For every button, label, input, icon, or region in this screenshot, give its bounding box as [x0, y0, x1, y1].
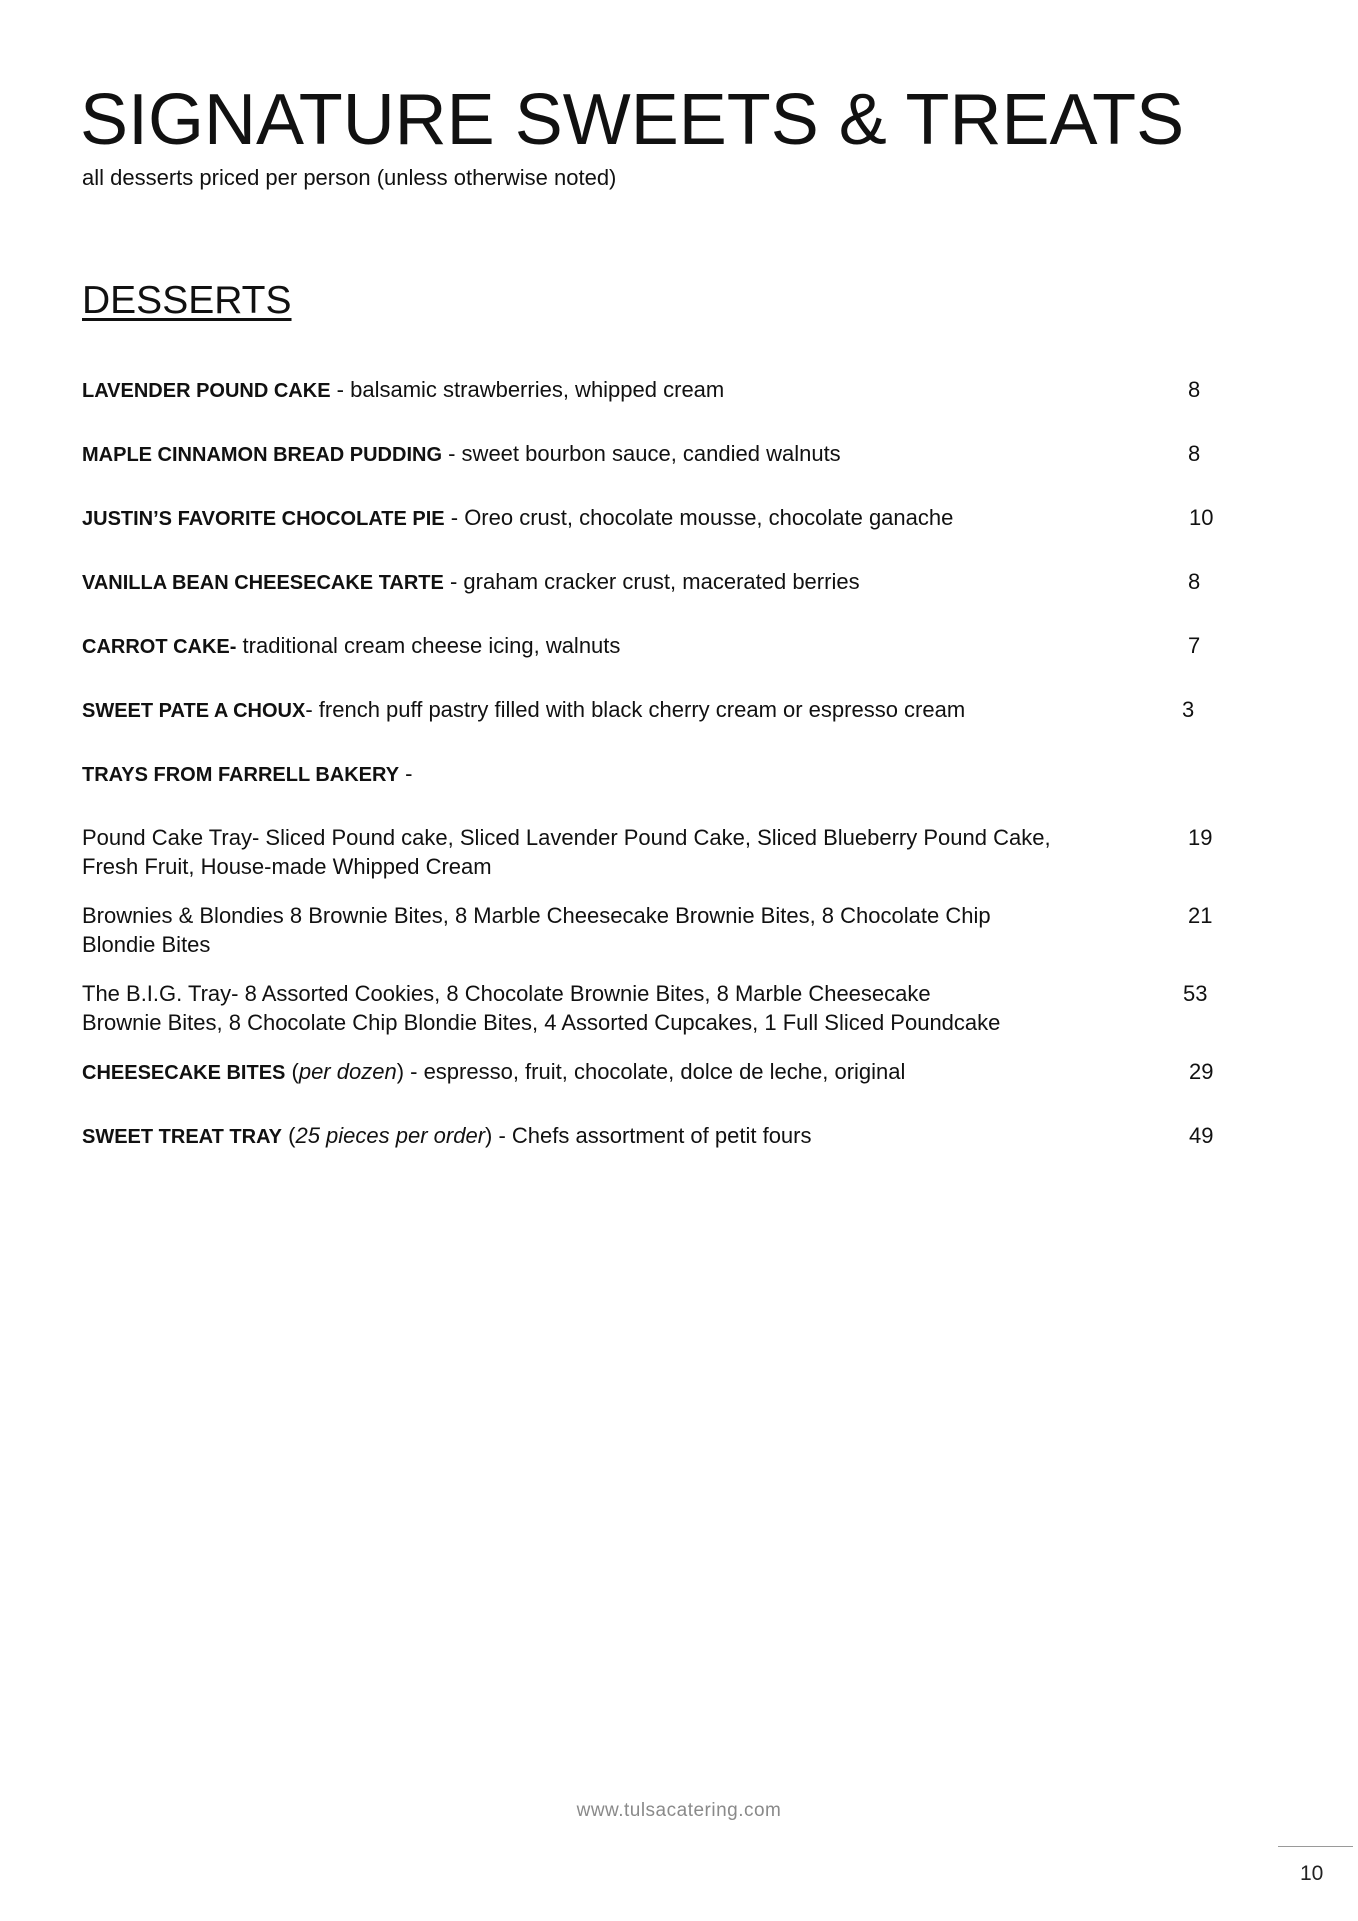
tray-description-line-2: Blondie Bites	[82, 932, 211, 957]
page-number-divider	[1278, 1846, 1353, 1847]
item-name: LAVENDER POUND CAKE	[82, 380, 331, 402]
item-name: VANILLA BEAN CHEESECAKE TARTE	[82, 572, 444, 594]
tray-item-brownies-blondies	[82, 901, 1213, 959]
menu-item-carrot-cake	[82, 631, 1201, 662]
tray-price: 53	[1183, 981, 1208, 1006]
tray-price: 19	[1188, 825, 1213, 850]
item-price: 29	[1189, 1059, 1214, 1084]
item-price: 49	[1189, 1123, 1214, 1148]
item-description: - graham cracker crust, macerated berries	[443, 569, 860, 594]
tray-description-line-1: Pound Cake Tray- Sliced Pound cake, Sliced Lavender Pound Cake, Sliced Blueberry Pound Cake,	[82, 825, 1051, 850]
item-quantity-note: per dozen	[298, 1059, 397, 1084]
bakery-heading	[82, 759, 1162, 790]
tray-price: 21	[1188, 903, 1213, 928]
item-name: CARROT CAKE-	[82, 636, 237, 658]
item-description: traditional cream cheese icing, walnuts	[236, 633, 621, 658]
page-number: 10	[1300, 1862, 1324, 1885]
tray-description-line-2: Brownie Bites, 8 Chocolate Chip Blondie Bites, 4 Assorted Cupcakes, 1 Full Sliced Poundcake	[82, 1010, 1001, 1035]
item-paren-close: )	[396, 1059, 405, 1084]
tray-item-pound-cake	[82, 823, 1213, 881]
item-paren-open: (	[285, 1059, 299, 1084]
page-title: SIGNATURE SWEETS & TREATS	[80, 80, 1185, 160]
menu-item-sweet-pate-a-choux	[82, 695, 1195, 726]
menu-item-sweet-treat-tray	[82, 1121, 1214, 1152]
item-description: - espresso, fruit, chocolate, dolce de leche, original	[404, 1059, 906, 1084]
item-name: JUSTIN’S FAVORITE CHOCOLATE PIE	[82, 508, 445, 530]
tray-description-line-1: The B.I.G. Tray- 8 Assorted Cookies, 8 Chocolate Brownie Bites, 8 Marble Cheesecake	[82, 981, 931, 1006]
item-description: - balsamic strawberries, whipped cream	[330, 377, 725, 402]
menu-item-lavender-pound-cake	[82, 375, 1201, 406]
bakery-heading-suffix: -	[399, 761, 413, 786]
item-price: 8	[1188, 569, 1201, 594]
tray-description-line-1: Brownies & Blondies 8 Brownie Bites, 8 Marble Cheesecake Brownie Bites, 8 Chocolate Chip	[82, 903, 991, 928]
footer-website-url: www.tulsacatering.com	[576, 1800, 782, 1821]
item-name: SWEET TREAT TRAY	[82, 1126, 283, 1148]
item-description: - Chefs assortment of petit fours	[492, 1123, 812, 1148]
item-price: 8	[1188, 441, 1201, 466]
item-price: 10	[1189, 505, 1214, 530]
tray-item-big-tray	[82, 979, 1208, 1037]
menu-item-maple-cinnamon-bread-pudding	[82, 439, 1201, 470]
item-description: - french puff pastry filled with black cherry cream or espresso cream	[305, 697, 966, 722]
item-name: MAPLE CINNAMON BREAD PUDDING	[82, 444, 442, 466]
section-heading-desserts: DESSERTS	[82, 279, 292, 322]
item-name: SWEET PATE A CHOUX	[82, 700, 306, 722]
bakery-name: TRAYS FROM FARRELL BAKERY	[82, 764, 400, 786]
item-price: 8	[1188, 377, 1201, 402]
page-subtitle: all desserts priced per person (unless otherwise noted)	[82, 165, 617, 190]
menu-item-cheesecake-bites	[82, 1057, 1214, 1088]
tray-description-line-2: Fresh Fruit, House-made Whipped Cream	[82, 854, 492, 879]
item-price: 3	[1182, 697, 1195, 722]
item-price: 7	[1188, 633, 1201, 658]
menu-item-vanilla-bean-cheesecake-tarte	[82, 567, 1201, 598]
item-paren-open: (	[282, 1123, 296, 1148]
item-paren-close: )	[485, 1123, 493, 1148]
item-description: - sweet bourbon sauce, candied walnuts	[442, 441, 841, 466]
item-description: - Oreo crust, chocolate mousse, chocolate ganache	[444, 505, 954, 530]
item-name: CHEESECAKE BITES	[82, 1062, 286, 1084]
item-quantity-note: 25 pieces per order	[295, 1123, 486, 1148]
menu-item-chocolate-pie	[82, 503, 1214, 534]
